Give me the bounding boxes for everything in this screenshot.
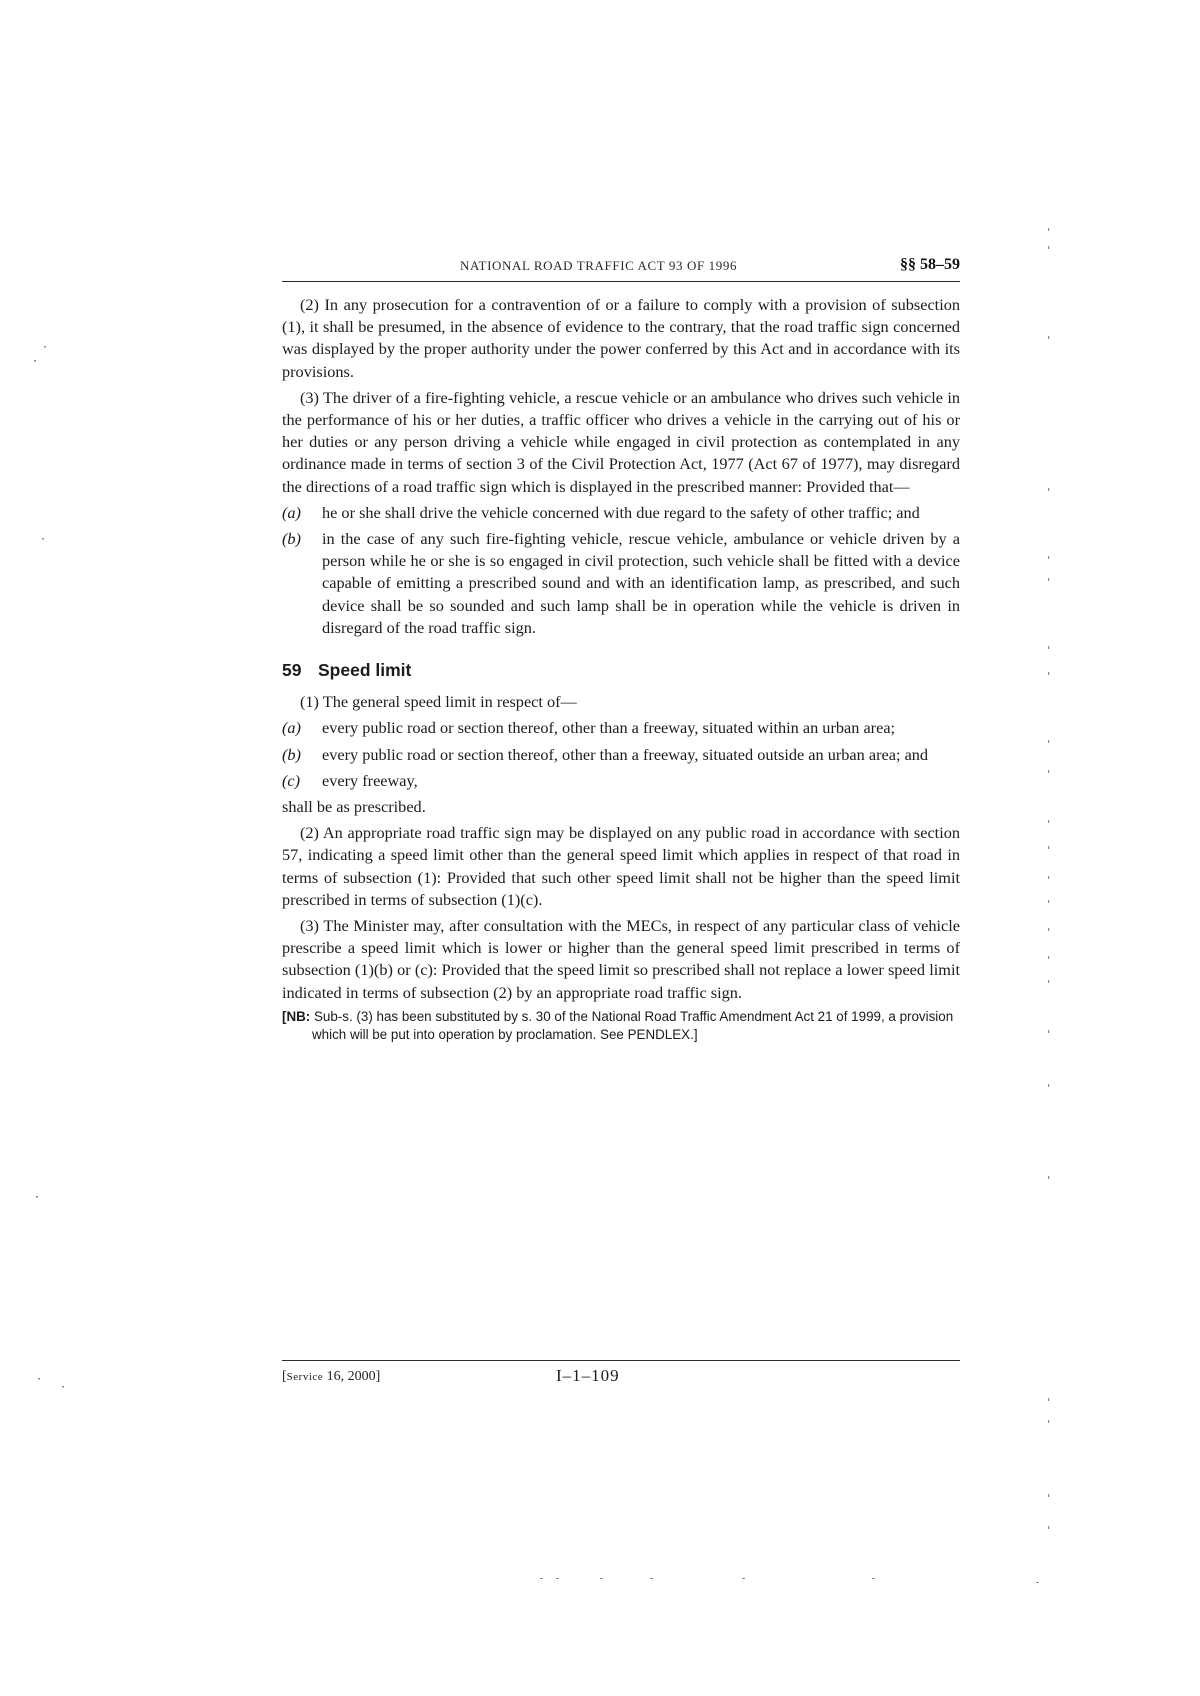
note-text: Sub-s. (3) has been substituted by s. 30 of the National Road Traffic Amendment Act 21 of 1999, a provision which will be put into operation by proclamation. See PENDLEX.] xyxy=(312,1008,954,1042)
item-text: he or she shall drive the vehicle concerned with due regard to the safety of other traffic; and xyxy=(322,502,920,522)
act-title: NATIONAL ROAD TRAFFIC ACT 93 OF 1996 xyxy=(460,258,738,273)
item-mark: (b) xyxy=(282,529,301,549)
item-text: every public road or section thereof, other than a freeway, situated outside an urban area; and xyxy=(322,744,929,764)
s58-item-a xyxy=(282,502,960,524)
service-bracket: [ xyxy=(282,1369,287,1384)
s59-subsection-1-intro: (1) The general speed limit in respect of— xyxy=(300,692,577,712)
service-rest: 16, 2000] xyxy=(326,1369,381,1384)
running-header xyxy=(282,258,960,280)
item-mark: (a) xyxy=(282,718,301,738)
note-label: [NB: xyxy=(282,1008,311,1024)
item-text: in the case of any such fire-fighting vehicle, rescue vehicle, ambulance or vehicle driven by a person while he or she is so engaged in civil protection, such vehicle shall be fitted with a device capable of emitting a prescribed sound and with an identification lamp, as prescribed, and such device shall be so sounded and such lamp shall be in operation while the vehicle is driven in disregard of the road traffic sign. xyxy=(322,529,960,637)
s58-subsection-2: (2) In any prosecution for a contravention of or a failure to comply with a provision of subsection (1), it shall be presumed, in the absence of evidence to the contrary, that the road traffic sign concerned was displayed by the proper authority under the power conferred by this Act and in accordance with its provisions. xyxy=(282,295,960,381)
header-rule xyxy=(282,281,960,282)
section-title: Speed limit xyxy=(318,660,412,681)
section-range: §§ 58–59 xyxy=(900,256,960,273)
section-heading xyxy=(282,659,960,681)
body-text xyxy=(282,294,960,1044)
page-number: I–1–109 xyxy=(556,1366,620,1385)
section-number: 59 xyxy=(282,660,302,681)
s58-subsection-3: (3) The driver of a fire-fighting vehicle, a rescue vehicle or an ambulance who drives such vehicle in the performance of his or her duties, a traffic officer who drives a vehicle in the carrying out of his or her duties or any person driving a vehicle while engaged in civil protection as contemplated in any ordinance made in terms of section 3 of the Civil Protection Act, 1977 (Act 67 of 1977), may disregard the directions of a road traffic sign which is displayed in the prescribed manner: Provided that— xyxy=(282,387,960,496)
item-text: every freeway, xyxy=(322,770,418,790)
footer-rule xyxy=(282,1360,960,1361)
s58-item-b xyxy=(282,528,960,639)
s59-subsection-3: (3) The Minister may, after consultation with the MECs, in respect of any particular class of vehicle prescribe a speed limit which is lower or higher than the general speed limit prescribed in terms of subsection (1)(b) or (c): Provided that the speed limit so prescribed shall not replace a lower speed limit indicated in terms of subsection (2) by an appropriate road traffic sign. xyxy=(282,916,960,1002)
item-text: every public road or section thereof, other than a freeway, situated within an urban area; xyxy=(322,718,896,738)
item-mark: (a) xyxy=(282,502,301,522)
service-word: Service xyxy=(286,1371,324,1383)
s59-subsection-2: (2) An appropriate road traffic sign may be displayed on any public road in accordance with section 57, indicating a speed limit other than the general speed limit which applies in respect of that road in terms of subsection (1): Provided that such other speed limit shall not be higher than the speed limit prescribed in terms of subsection (1)(c). xyxy=(282,823,960,909)
service-issue xyxy=(282,1369,380,1385)
editorial-note xyxy=(282,1008,960,1044)
s59-item-a xyxy=(282,717,960,739)
item-mark: (b) xyxy=(282,744,301,764)
s59-item-b xyxy=(282,744,960,766)
s59-item-c xyxy=(282,770,960,792)
item-mark: (c) xyxy=(282,770,301,790)
s59-subsection-1-close: shall be as prescribed. xyxy=(282,797,426,817)
